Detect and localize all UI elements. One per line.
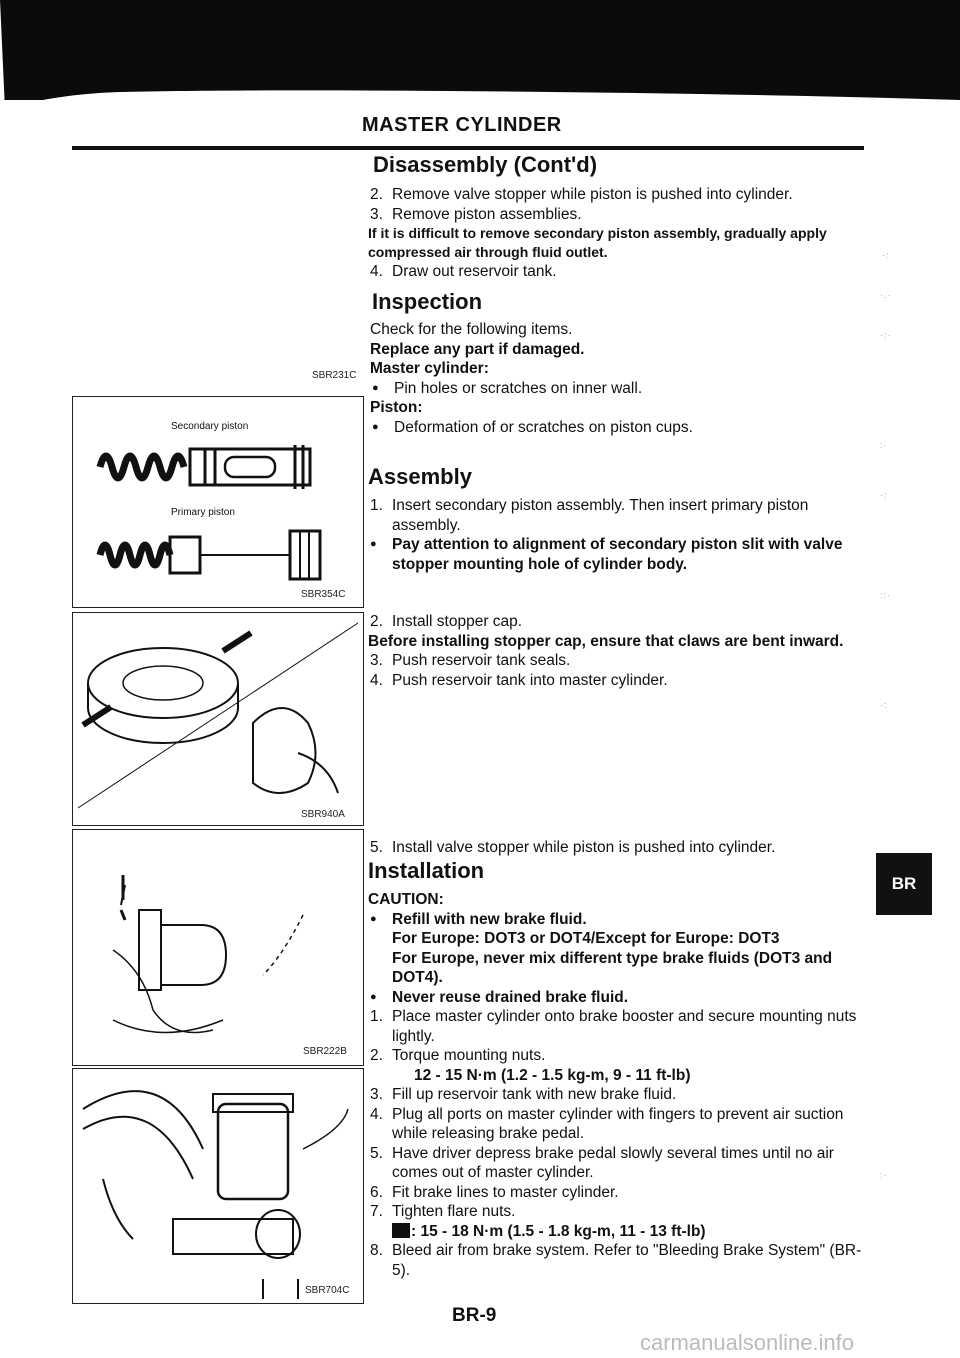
install-step-1: 1. Place master cylinder onto brake booster and secure mounting nuts lightly. [370, 1008, 857, 1045]
figure-code-sbr222b: SBR222B [303, 1046, 347, 1057]
installation-heading: Installation [368, 858, 485, 883]
margin-index-mark: :· [880, 440, 888, 450]
margin-index-mark: ·: [882, 250, 890, 260]
primary-piston-drawing [95, 525, 345, 585]
secondary-piston-label: Secondary piston [171, 421, 249, 432]
master-cylinder-item: ● Pin holes or scratches on inner wall. [370, 379, 870, 399]
disassembly-step-4: 4. Draw out reservoir tank. [370, 263, 557, 280]
footer-watermark: carmanualsonline.info [640, 1330, 855, 1355]
torque-spec-2: : 15 - 18 N·m (1.5 - 1.8 kg-m, 11 - 13 ft-lb) [368, 1222, 873, 1242]
valve-stopper-drawing [73, 830, 363, 1065]
europe-note-1: For Europe: DOT3 or DOT4/Except for Europe: DOT3 [392, 930, 780, 947]
inspection-intro: Check for the following items. [370, 321, 573, 338]
install-step-6: 6. Fit brake lines to master cylinder. [370, 1183, 619, 1201]
reuse-note: ● Never reuse drained brake fluid. [368, 988, 873, 1008]
margin-index-mark: ·: [880, 700, 888, 710]
figure-code-sbr354c: SBR354C [301, 589, 346, 600]
secondary-piston-drawing [95, 437, 345, 497]
disassembly-step-2: 2. Remove valve stopper while piston is pushed into cylinder. [370, 186, 793, 203]
section-title: MASTER CYLINDER [362, 114, 562, 136]
install-step-5: 5. Have driver depress brake pedal slowly several times until no air comes out of master cylinder. [370, 1144, 834, 1181]
valve-stopper-figure [72, 829, 364, 1066]
torque-wrench-icon [392, 1223, 410, 1238]
assembly-note-1: ● Pay attention to alignment of secondary piston slit with valve stopper mounting hole of cylinder body. [368, 535, 873, 574]
section-tab-br: BR [876, 853, 932, 915]
installation-figure [72, 1068, 364, 1304]
subsection-title: Disassembly (Cont'd) [373, 152, 598, 177]
installation-block [368, 890, 873, 1280]
margin-index-mark: ·:· [880, 330, 892, 340]
stopper-cap-figure [72, 612, 364, 826]
figure-code-sbr704c: SBR704C [305, 1285, 350, 1296]
margin-index-mark: ::· [880, 590, 891, 600]
margin-index-mark: ·.· [880, 290, 892, 300]
margin-index-mark: ·: [880, 490, 888, 500]
assembly-step-4: 4. Push reservoir tank into master cylinder. [370, 671, 668, 689]
primary-piston-label: Primary piston [171, 507, 235, 518]
figure-code-sbr940a: SBR940A [301, 809, 345, 820]
assembly-step-3: 3. Push reservoir tank seals. [370, 652, 571, 669]
disassembly-block [368, 185, 878, 282]
disassembly-note: If it is difficult to remove secondary piston assembly, gradually apply compressed air through fluid outlet. [368, 225, 827, 260]
assembly-note-2: Before installing stopper cap, ensure that claws are bent inward. [368, 632, 844, 650]
margin-index-mark: :· [880, 1170, 888, 1180]
title-rule [72, 146, 864, 150]
inspection-block [370, 320, 870, 437]
install-step-7: 7. Tighten flare nuts. [370, 1203, 516, 1220]
figure-code-sbr231c: SBR231C [312, 370, 357, 381]
piston-label: Piston: [370, 399, 423, 416]
europe-note-2: For Europe, never mix different type brake fluids (DOT3 and DOT4). [392, 949, 833, 986]
header-banner [0, 0, 960, 100]
assembly-block-2 [368, 612, 873, 690]
refill-note: ● Refill with new brake fluid. [368, 910, 873, 930]
assembly-block-1 [368, 496, 873, 574]
assembly-step-5: 5. Install valve stopper while piston is pushed into cylinder. [370, 839, 776, 856]
assembly-step-1: 1. Insert secondary piston assembly. Then insert primary piston assembly. [370, 497, 809, 534]
piston-item: ● Deformation of or scratches on piston cups. [370, 418, 870, 438]
inspection-heading: Inspection [372, 289, 483, 314]
install-step-4: 4. Plug all ports on master cylinder with fingers to prevent air suction while releasing brake pedal. [370, 1105, 844, 1142]
inspection-replace: Replace any part if damaged. [370, 340, 585, 358]
torque-spec-1: 12 - 15 N·m (1.2 - 1.5 kg-m, 9 - 11 ft-lb) [414, 1066, 691, 1084]
install-step-3: 3. Fill up reservoir tank with new brake fluid. [370, 1086, 677, 1103]
stopper-cap-drawing [73, 613, 363, 825]
assembly-step-2: 2. Install stopper cap. [370, 613, 523, 630]
install-step-8: 8. Bleed air from brake system. Refer to "Bleeding Brake System" (BR-5). [370, 1242, 862, 1279]
caution-label: CAUTION: [368, 891, 444, 908]
assembly-heading: Assembly [368, 464, 472, 489]
installation-drawing [73, 1069, 363, 1303]
disassembly-step-3: 3. Remove piston assemblies. [370, 205, 582, 223]
piston-figure [72, 396, 364, 608]
page-number: BR-9 [452, 1305, 497, 1326]
master-cylinder-label: Master cylinder: [370, 360, 489, 377]
install-step-2: 2. Torque mounting nuts. [370, 1047, 546, 1064]
